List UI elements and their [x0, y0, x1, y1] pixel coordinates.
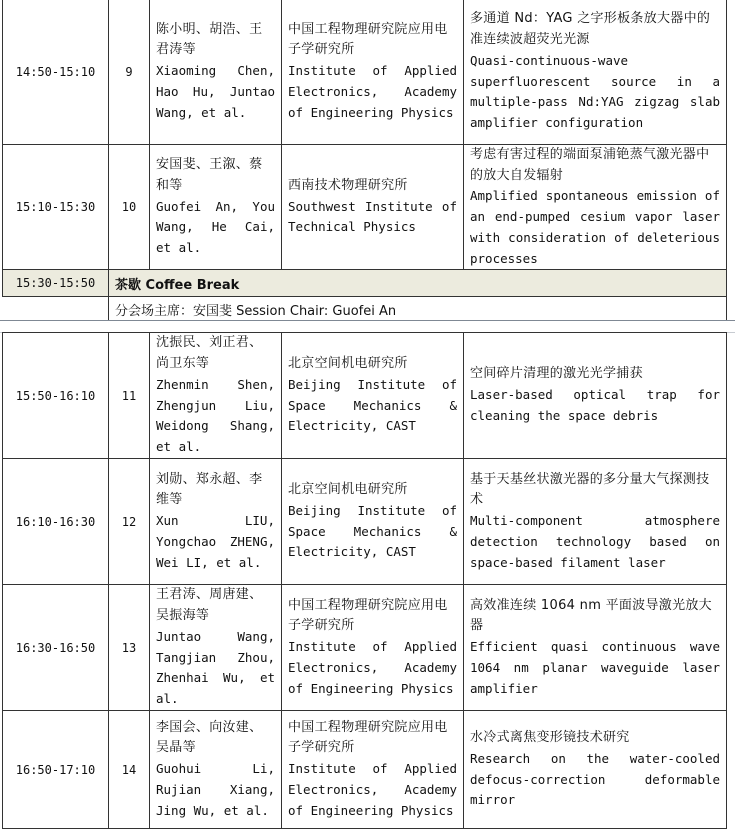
time-cell: 16:50-17:10 [3, 711, 109, 829]
authors-en: Xiaoming Chen, Hao Hu, Juntao Wang, et al. [156, 63, 275, 120]
authors-en: Guofei An, You Wang, He Cai, et al. [156, 198, 275, 256]
title-zh: 高效准连续 1064 nm 平面波导激光放大器 [470, 597, 712, 634]
authors-zh: 王君涛、周唐建、吴振海等 [156, 587, 263, 624]
authors-cell [150, 145, 282, 270]
institution-cell [282, 333, 464, 459]
authors-zh: 沈振民、刘正君、尚卫东等 [156, 335, 263, 372]
number-cell: 9 [109, 0, 150, 145]
time-cell: 15:50-16:10 [3, 333, 109, 459]
institution-zh: 中国工程物理研究院应用电子学研究所 [288, 21, 448, 58]
institution-en: Beijing Institute of Space Mechanics & Electricity, CAST [288, 376, 457, 434]
title-en: Amplified spontaneous emission of an end-pumped cesium vapor laser with consideration of deleterious processes [470, 188, 720, 266]
title-zh: 水冷式离焦变形镜技术研究 [470, 730, 630, 746]
title-zh: 多通道 Nd：YAG 之字形板条放大器中的准连续波超荧光光源 [470, 11, 711, 48]
title-zh: 考虑有害过程的端面泵浦铯蒸气激光器中的放大自发辐射 [470, 147, 710, 183]
coffee-break-row [3, 270, 727, 297]
table-row [3, 333, 727, 459]
time-cell: 16:30-16:50 [3, 585, 109, 711]
title-cell [464, 0, 727, 145]
institution-cell [282, 711, 464, 829]
authors-zh: 陈小明、胡浩、王君涛等 [156, 21, 263, 58]
authors-en: Juntao Wang, Tangjian Zhou, Zhenhai Wu, et al. [156, 628, 275, 706]
institution-cell [282, 585, 464, 711]
title-cell [464, 145, 727, 270]
authors-zh: 刘勋、郑永超、李维等 [156, 471, 263, 508]
institution-zh: 中国工程物理研究院应用电子学研究所 [288, 719, 448, 756]
title-en: Research on the water-cooled defocus-correction deformable mirror [470, 750, 720, 808]
authors-cell [150, 0, 282, 145]
authors-cell [150, 333, 282, 459]
time-cell: 14:50-15:10 [3, 0, 109, 145]
table-row [3, 145, 727, 270]
title-cell [464, 711, 727, 829]
time-cell: 15:10-15:30 [3, 145, 109, 270]
title-en: Laser-based optical trap for cleaning the space debris [470, 387, 720, 423]
institution-cell [282, 0, 464, 145]
institution-en: Institute of Applied Electronics, Academy of Engineering Physics [288, 761, 457, 818]
time-cell: 15:30-15:50 [3, 270, 109, 297]
time-cell: 16:10-16:30 [3, 459, 109, 585]
schedule-table-top [2, 0, 727, 323]
title-cell [464, 585, 727, 711]
title-cell [464, 459, 727, 585]
title-cell [464, 333, 727, 459]
institution-zh: 北京空间机电研究所 [288, 356, 408, 372]
number-cell: 12 [109, 459, 150, 585]
number-cell: 10 [109, 145, 150, 270]
title-zh: 空间碎片清理的激光光学捕获 [470, 366, 643, 382]
title-en: Quasi-continuous-wave superfluorescent source in a multiple-pass Nd:YAG zigzag slab amplifier configuration [470, 52, 720, 130]
institution-en: Institute of Applied Electronics, Academy of Engineering Physics [288, 639, 457, 696]
title-en: Multi-component atmosphere detection technology based on space-based filament laser [470, 513, 720, 570]
institution-cell [282, 459, 464, 585]
authors-zh: 李国会、向汝建、吴晶等 [156, 719, 263, 756]
table-row [3, 585, 727, 711]
institution-cell [282, 145, 464, 270]
number-cell: 14 [109, 711, 150, 829]
number-cell: 13 [109, 585, 150, 711]
table-row [3, 0, 727, 145]
schedule-table-bottom [2, 332, 727, 829]
authors-en: Zhenmin Shen, Zhengjun Liu, Weidong Shang, et al. [156, 376, 275, 454]
institution-zh: 中国工程物理研究院应用电子学研究所 [288, 597, 448, 634]
authors-cell [150, 585, 282, 711]
coffee-break-label: 茶歇 Coffee Break [109, 270, 727, 297]
institution-en: Institute of Applied Electronics, Academy of Engineering Physics [288, 63, 457, 120]
session-chair-row [3, 297, 727, 323]
authors-zh: 安国斐、王溆、蔡和等 [156, 157, 263, 194]
session-chair-label: 分会场主席：安国斐 Session Chair: Guofei An [109, 297, 727, 323]
number-cell: 11 [109, 333, 150, 459]
institution-en: Southwest Institute of Technical Physics [288, 198, 457, 235]
institution-zh: 西南技术物理研究所 [288, 178, 408, 194]
title-en: Efficient quasi continuous wave 1064 nm planar waveguide laser amplifier [470, 639, 720, 696]
title-zh: 基于天基丝状激光器的多分量大气探测技术 [470, 471, 710, 508]
authors-cell [150, 459, 282, 585]
institution-zh: 北京空间机电研究所 [288, 482, 408, 498]
authors-en: Xun LIU, Yongchao ZHENG, Wei LI, et al. [156, 513, 275, 570]
authors-en: Guohui Li, Rujian Xiang, Jing Wu, et al. [156, 761, 275, 818]
authors-cell [150, 711, 282, 829]
institution-en: Beijing Institute of Space Mechanics & Electricity, CAST [288, 502, 457, 560]
table-row [3, 711, 727, 829]
table-row [3, 459, 727, 585]
